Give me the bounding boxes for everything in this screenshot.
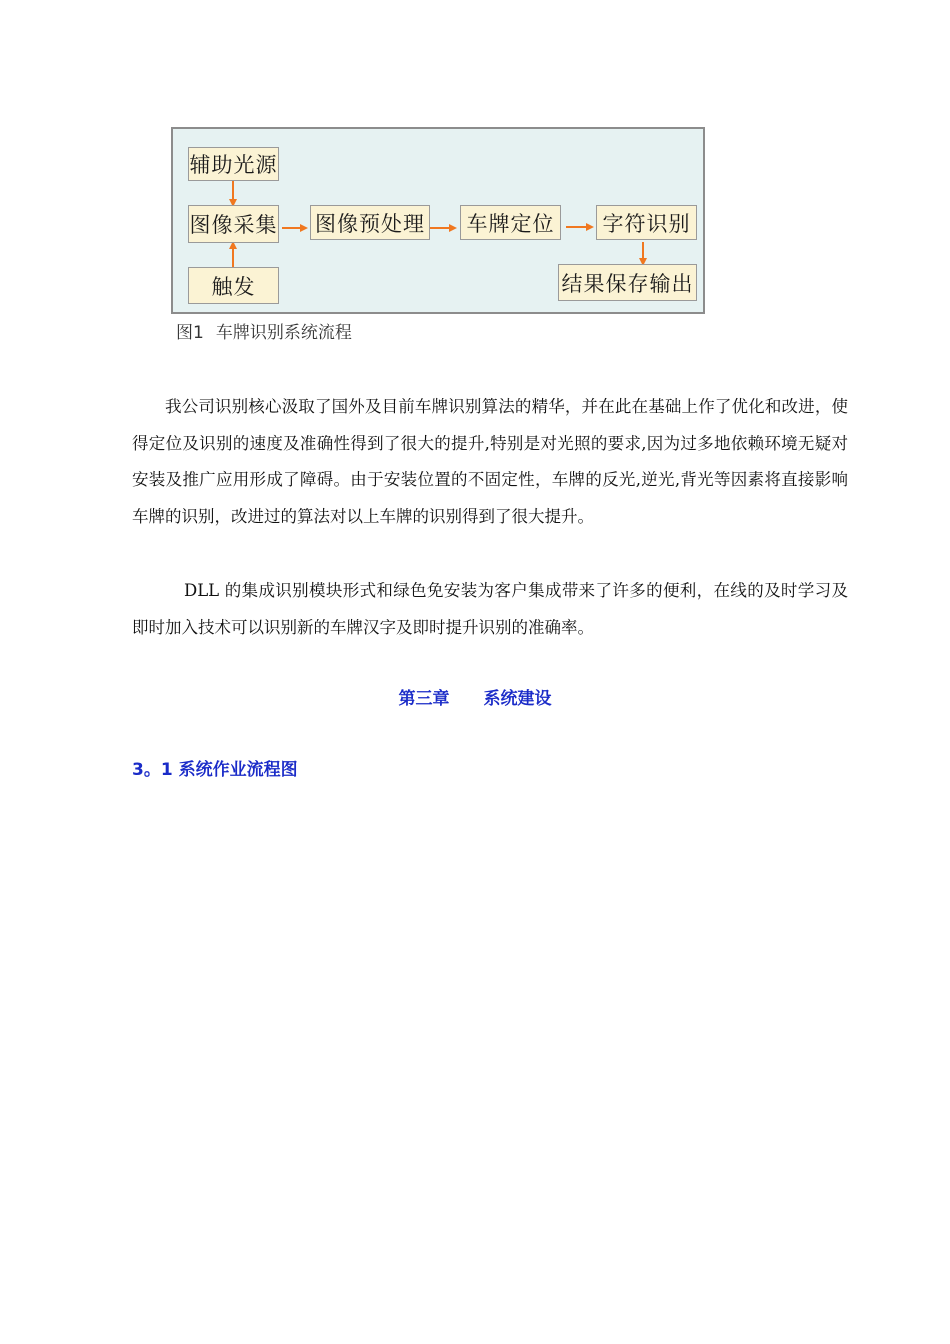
flowchart-figure — [171, 127, 705, 314]
node-trigger: 触发 — [188, 267, 279, 304]
node-preprocess: 图像预处理 — [310, 205, 430, 240]
node-output: 结果保存输出 — [558, 264, 697, 301]
figure-caption-number: 图1 — [176, 323, 204, 343]
node-char-recognition: 字符识别 — [596, 205, 697, 240]
figure-caption — [176, 318, 352, 343]
node-image-capture: 图像采集 — [188, 205, 279, 243]
section-heading: 3。1 系统作业流程图 — [132, 760, 298, 780]
figure-caption-text: 车牌识别系统流程 — [215, 323, 352, 343]
chapter-heading: 第三章 系统建设 — [398, 689, 552, 709]
node-light-source: 辅助光源 — [188, 147, 279, 181]
node-plate-location: 车牌定位 — [460, 205, 561, 240]
body-paragraph-2: DLL 的集成识别模块形式和绿色免安装为客户集成带来了许多的便利，在线的及时学习及即时加入技术可以识别新的车牌汉字及即时提升识别的准确率。 — [132, 581, 848, 637]
body-paragraph-1: 我公司识别核心汲取了国外及目前车牌识别算法的精华，并在此在基础上作了优化和改进，使得定位及识别的速度及准确性得到了很大的提升,特别是对光照的要求,因为过多地依赖环境无疑对安装及推广应用形成了障碍。由于安装位置的不固定性，车牌的反光,逆光,背光等因素将直接影响车牌的识别，改进过的算法对以上车牌的识别得到了很大提升。 — [132, 397, 848, 526]
